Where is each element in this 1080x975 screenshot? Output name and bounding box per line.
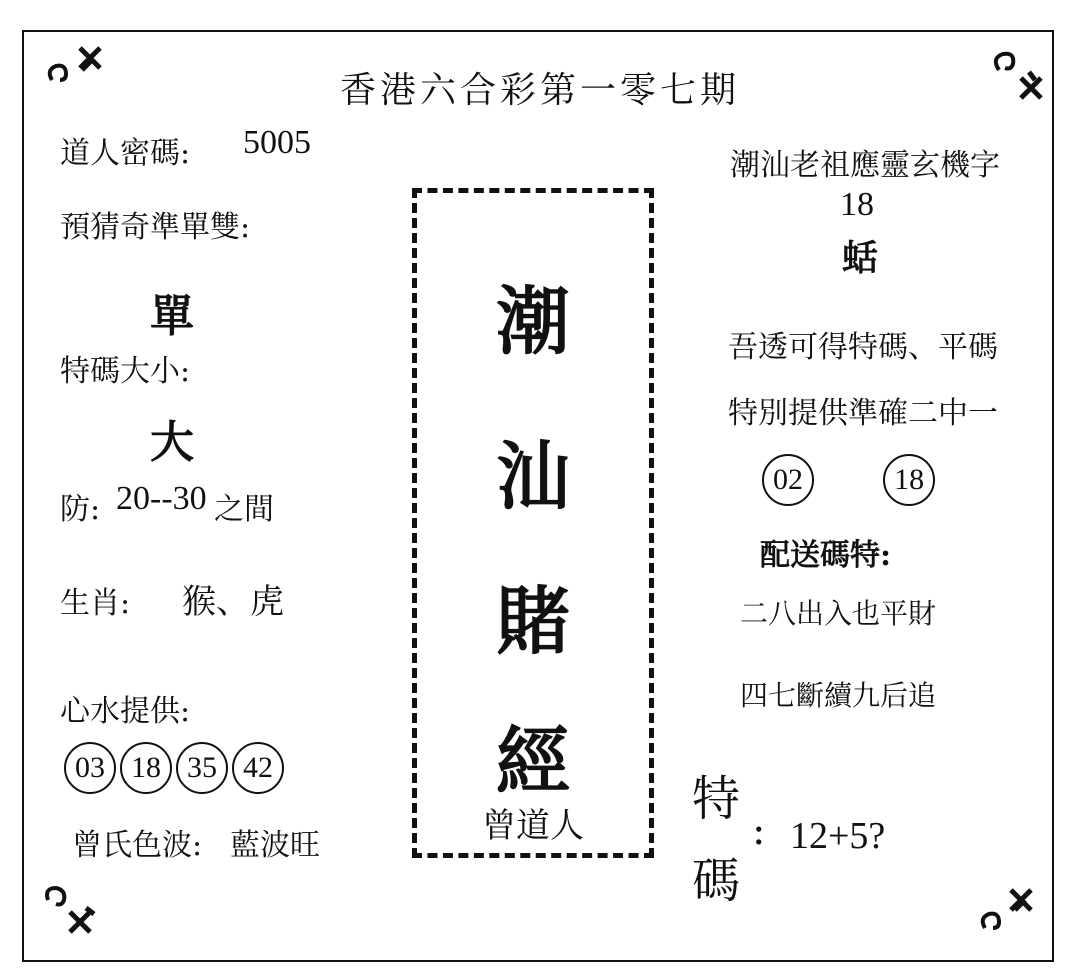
special-colon: : bbox=[752, 808, 766, 854]
corner-ornament-icon bbox=[975, 880, 1045, 940]
special-char-1: 特 bbox=[692, 771, 741, 827]
send-label: 配送碼特: bbox=[760, 538, 892, 573]
center-char: 賭 bbox=[496, 579, 570, 665]
guard-label: 防: bbox=[60, 492, 101, 527]
odd-even-value: 單 bbox=[150, 291, 194, 342]
number-ball: 03 bbox=[64, 742, 116, 794]
size-value: 大 bbox=[150, 417, 194, 468]
riddle-char: 蛞 bbox=[842, 237, 879, 279]
wave-value: 藍波旺 bbox=[230, 828, 320, 863]
riddle-number: 18 bbox=[840, 186, 874, 223]
center-char: 經 bbox=[496, 719, 570, 805]
verse-2: 四七斷續九后追 bbox=[740, 679, 937, 712]
page-title: 香港六合彩第一零七期 bbox=[339, 70, 740, 111]
number-ball: 42 bbox=[232, 742, 284, 794]
special-value: 12+5? bbox=[790, 815, 886, 857]
center-char: 潮 bbox=[496, 279, 570, 365]
wave-label: 曾氏色波: bbox=[72, 828, 203, 863]
zodiac-value: 猴、虎 bbox=[182, 582, 284, 622]
special-char-2: 碼 bbox=[692, 853, 741, 909]
corner-ornament-icon bbox=[40, 880, 110, 940]
line-2: 特別提供準確二中一 bbox=[728, 396, 998, 431]
heart-label: 心水提供: bbox=[60, 694, 191, 729]
password-value: 5005 bbox=[243, 124, 311, 161]
signature: 曾道人 bbox=[482, 806, 584, 846]
zodiac-label: 生肖: bbox=[60, 586, 131, 621]
number-ball: 18 bbox=[883, 454, 935, 506]
verse-1: 二八出入也平財 bbox=[740, 597, 937, 630]
heart-numbers bbox=[64, 742, 288, 794]
size-label: 特碼大小: bbox=[60, 354, 191, 389]
guard-suffix: 之間 bbox=[214, 492, 274, 527]
center-box bbox=[412, 188, 654, 858]
odd-even-label: 預猜奇準單雙: bbox=[60, 210, 251, 245]
line-1: 吾透可得特碼、平碼 bbox=[728, 330, 998, 365]
guard-value: 20--30 bbox=[116, 480, 207, 517]
number-ball: 02 bbox=[762, 454, 814, 506]
number-ball: 35 bbox=[176, 742, 228, 794]
riddle-title: 潮汕老祖應靈玄機字 bbox=[730, 148, 1000, 183]
center-char: 汕 bbox=[496, 434, 570, 520]
pair-numbers bbox=[762, 454, 939, 506]
number-ball: 18 bbox=[120, 742, 172, 794]
password-label: 道人密碼: bbox=[60, 136, 191, 171]
